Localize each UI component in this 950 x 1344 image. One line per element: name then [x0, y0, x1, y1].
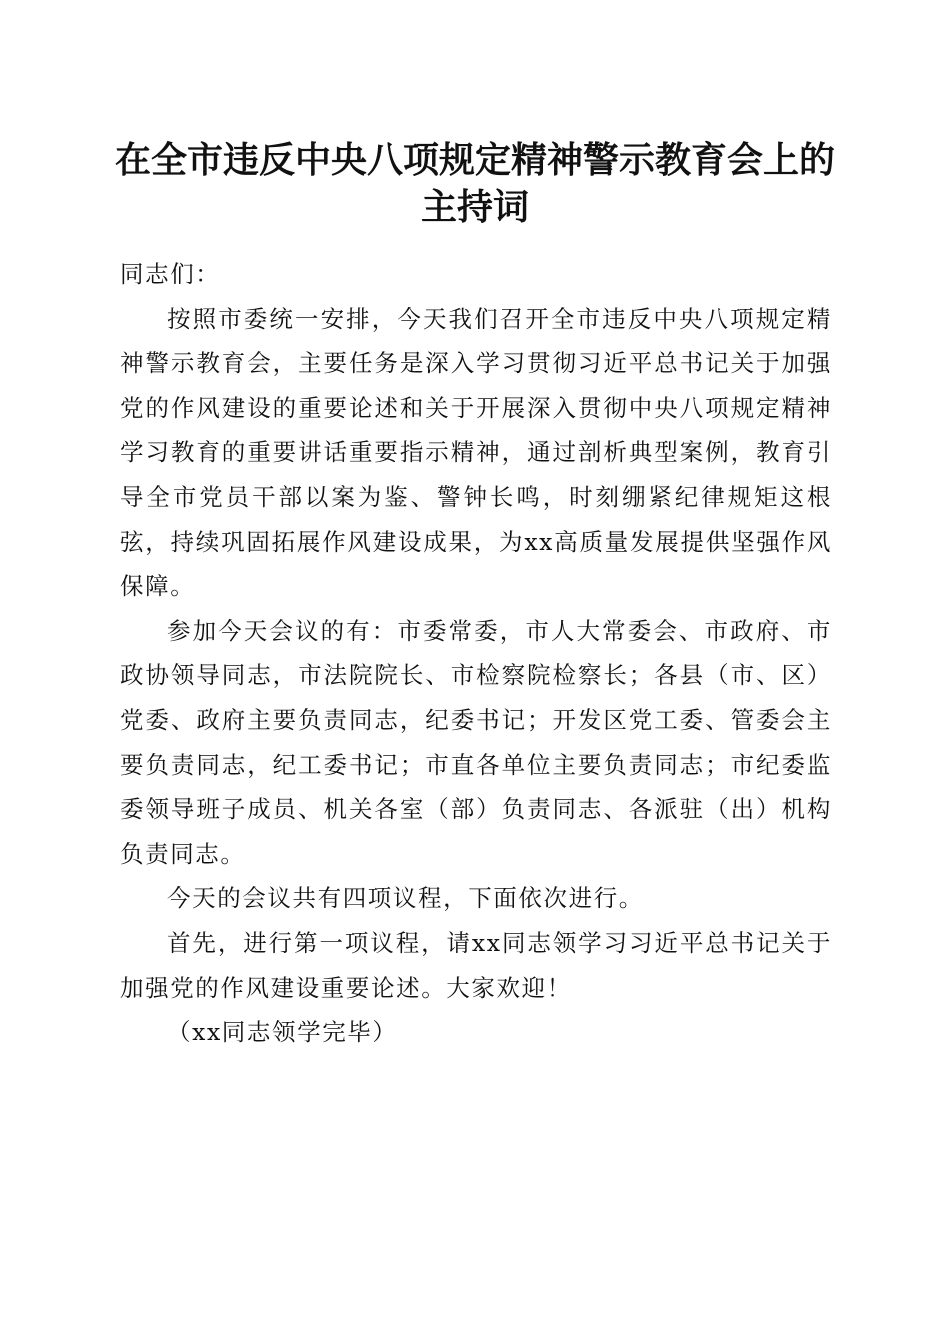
document-title-line-2: 主持词	[420, 186, 529, 228]
paragraph-purpose: 按照市委统一安排，今天我们召开全市违反中央八项规定精神警示教育会，主要任务是深入学习贯彻习近平总书记关于加强党的作风建设的重要论述和关于开展深入贯彻中央八项规定精神学习教育的重要讲话重要指示精神，通过剖析典型案例，教育引导全市党员干部以案为鉴、警钟长鸣，时刻绷紧纪律规矩这根弦，持续巩固拓展作风建设成果，为xx高质量发展提供坚强作风保障。	[120, 304, 832, 601]
salutation: 同志们：	[120, 260, 221, 288]
paragraph-first-item: 首先，进行第一项议程，请xx同志领学习习近平总书记关于加强党的作风建设重要论述。大家欢迎！	[120, 928, 832, 1002]
document-title-line-1: 在全市违反中央八项规定精神警示教育会上的	[114, 139, 835, 181]
paragraph-completion-note: （xx同志领学完毕）	[167, 1018, 398, 1047]
paragraph-attendees: 参加今天会议的有：市委常委，市人大常委会、市政府、市政协领导同志，市法院院长、市检察院检察长；各县（市、区）党委、政府主要负责同志，纪委书记；开发区党工委、管委会主要负责同志，纪工委书记；市直各单位主要负责同志；市纪委监委领导班子成员、机关各室（部）负责同志、各派驻（出）机构负责同志。	[120, 616, 832, 868]
paragraph-agenda: 今天的会议共有四项议程，下面依次进行。	[167, 884, 644, 913]
document-body	[120, 252, 832, 1055]
